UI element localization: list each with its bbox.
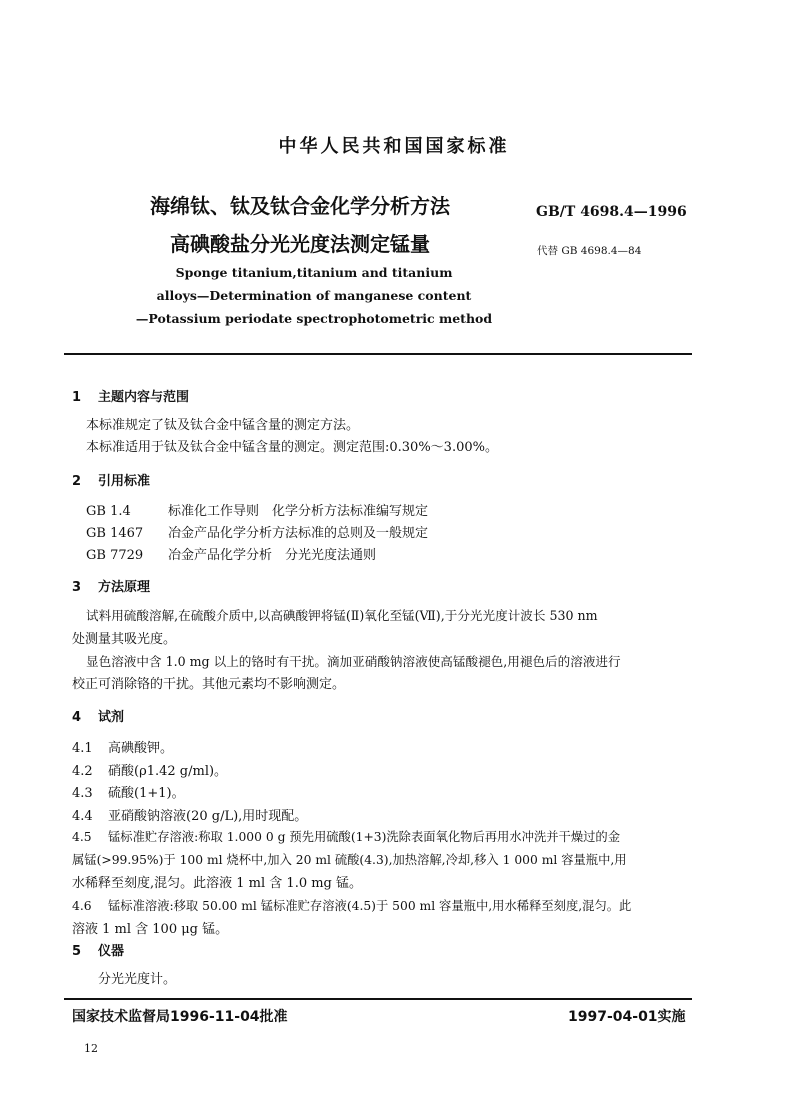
item-text: 亚硝酸钠溶液(20 g/L),用时现配。 xyxy=(108,809,308,824)
paragraph: 显色溶液中含 1.0 mg 以上的铬时有干扰。滴加亚硝酸钠溶液使高锰酸褪色,用褪色后的溶液进行 xyxy=(86,654,621,669)
reagent-item xyxy=(72,737,173,756)
paragraph-continuation: 校正可消除铬的干扰。其他元素均不影响测定。 xyxy=(72,677,346,692)
approval-date: 国家技术监督局1996-11-04批准 xyxy=(72,1009,288,1025)
section-2-heading xyxy=(72,470,150,489)
paragraph: 试料用硫酸溶解,在硫酸介质中,以高碘酸钾将锰(Ⅱ)氧化至锰(Ⅶ),于分光光度计波长 530 nm xyxy=(86,608,598,623)
reference-name: 冶金产品化学分析 分光光度法通则 xyxy=(168,548,377,563)
page-number: 12 xyxy=(84,1042,98,1055)
reagent-item xyxy=(72,782,185,801)
implementation-date: 1997-04-01实施 xyxy=(568,1009,686,1025)
national-standard-heading: 中华人民共和国国家标准 xyxy=(278,136,510,157)
section-title: 引用标准 xyxy=(98,474,151,489)
reagent-item xyxy=(72,827,620,845)
section-number: 3 xyxy=(72,580,82,595)
reference-name: 冶金产品化学分析方法标准的总则及一般规定 xyxy=(168,526,429,541)
replaces-standard: 代替 GB 4698.4—84 xyxy=(537,245,642,257)
item-number: 4.6 xyxy=(72,899,92,913)
title-cn-line1: 海绵钛、钛及钛合金化学分析方法 xyxy=(150,194,450,218)
reference-code: GB 7729 xyxy=(86,548,144,563)
paragraph: 分光光度计。 xyxy=(98,972,177,987)
item-number: 4.4 xyxy=(72,809,93,824)
standard-number: GB/T 4698.4—1996 xyxy=(536,204,687,220)
reference-code: GB 1467 xyxy=(86,526,144,541)
reference-name: 标准化工作导则 化学分析方法标准编写规定 xyxy=(168,504,429,519)
item-number: 4.5 xyxy=(72,830,92,844)
reference-item xyxy=(86,500,428,519)
item-text: 锰标准溶液:移取 50.00 ml 锰标准贮存溶液(4.5)于 500 ml 容量瓶中,用水稀释至刻度,混匀。此 xyxy=(108,899,632,913)
reagent-item-continuation: 水稀释至刻度,混匀。此溶液 1 ml 含 1.0 mg 锰。 xyxy=(72,876,363,891)
item-text: 高碘酸钾。 xyxy=(108,741,174,756)
title-cn-line2: 高碘酸盐分光光度法测定锰量 xyxy=(170,232,430,256)
paragraph-continuation: 处测量其吸光度。 xyxy=(72,632,177,647)
section-number: 2 xyxy=(72,474,82,489)
reagent-item-continuation: 属锰(>99.95%)于 100 ml 烧杯中,加入 20 ml 硫酸(4.3),加热溶解,冷却,移入 1 000 ml 容量瓶中,用 xyxy=(72,853,627,867)
title-en-line3: —Potassium periodate spectrophotometric method xyxy=(135,311,493,326)
reagent-item xyxy=(72,805,307,824)
item-text: 硝酸(ρ1.42 g/ml)。 xyxy=(108,764,228,779)
bottom-rule xyxy=(64,998,692,1000)
section-4-heading xyxy=(72,706,124,725)
title-en-line2: alloys—Determination of manganese content xyxy=(156,288,472,303)
section-title: 主题内容与范围 xyxy=(98,390,190,405)
item-text: 锰标准贮存溶液:称取 1.000 0 g 预先用硫酸(1+3)洗除表面氧化物后再用水冲洗并干燥过的金 xyxy=(108,830,621,844)
section-title: 方法原理 xyxy=(98,580,151,595)
reference-code: GB 1.4 xyxy=(86,504,131,519)
section-title: 仪器 xyxy=(98,944,125,959)
paragraph: 本标准适用于钛及钛合金中锰含量的测定。测定范围:0.30%～3.00%。 xyxy=(86,440,498,455)
item-text: 硫酸(1+1)。 xyxy=(108,786,185,801)
section-5-heading xyxy=(72,940,124,959)
item-number: 4.1 xyxy=(72,741,93,756)
reagent-item xyxy=(72,760,227,779)
section-1-heading xyxy=(72,386,189,405)
reagent-item xyxy=(72,896,631,914)
section-3-heading xyxy=(72,576,150,595)
reference-item xyxy=(86,544,376,563)
section-number: 4 xyxy=(72,710,82,725)
item-number: 4.3 xyxy=(72,786,93,801)
paragraph: 本标准规定了钛及钛合金中锰含量的测定方法。 xyxy=(86,418,360,433)
top-rule xyxy=(64,353,692,355)
section-number: 1 xyxy=(72,390,82,405)
item-number: 4.2 xyxy=(72,764,93,779)
title-en-line1: Sponge titanium,titanium and titanium xyxy=(175,265,453,280)
section-number: 5 xyxy=(72,944,82,959)
section-title: 试剂 xyxy=(98,710,125,725)
reagent-item-continuation: 溶液 1 ml 含 100 μg 锰。 xyxy=(72,922,229,937)
reference-item xyxy=(86,522,428,541)
